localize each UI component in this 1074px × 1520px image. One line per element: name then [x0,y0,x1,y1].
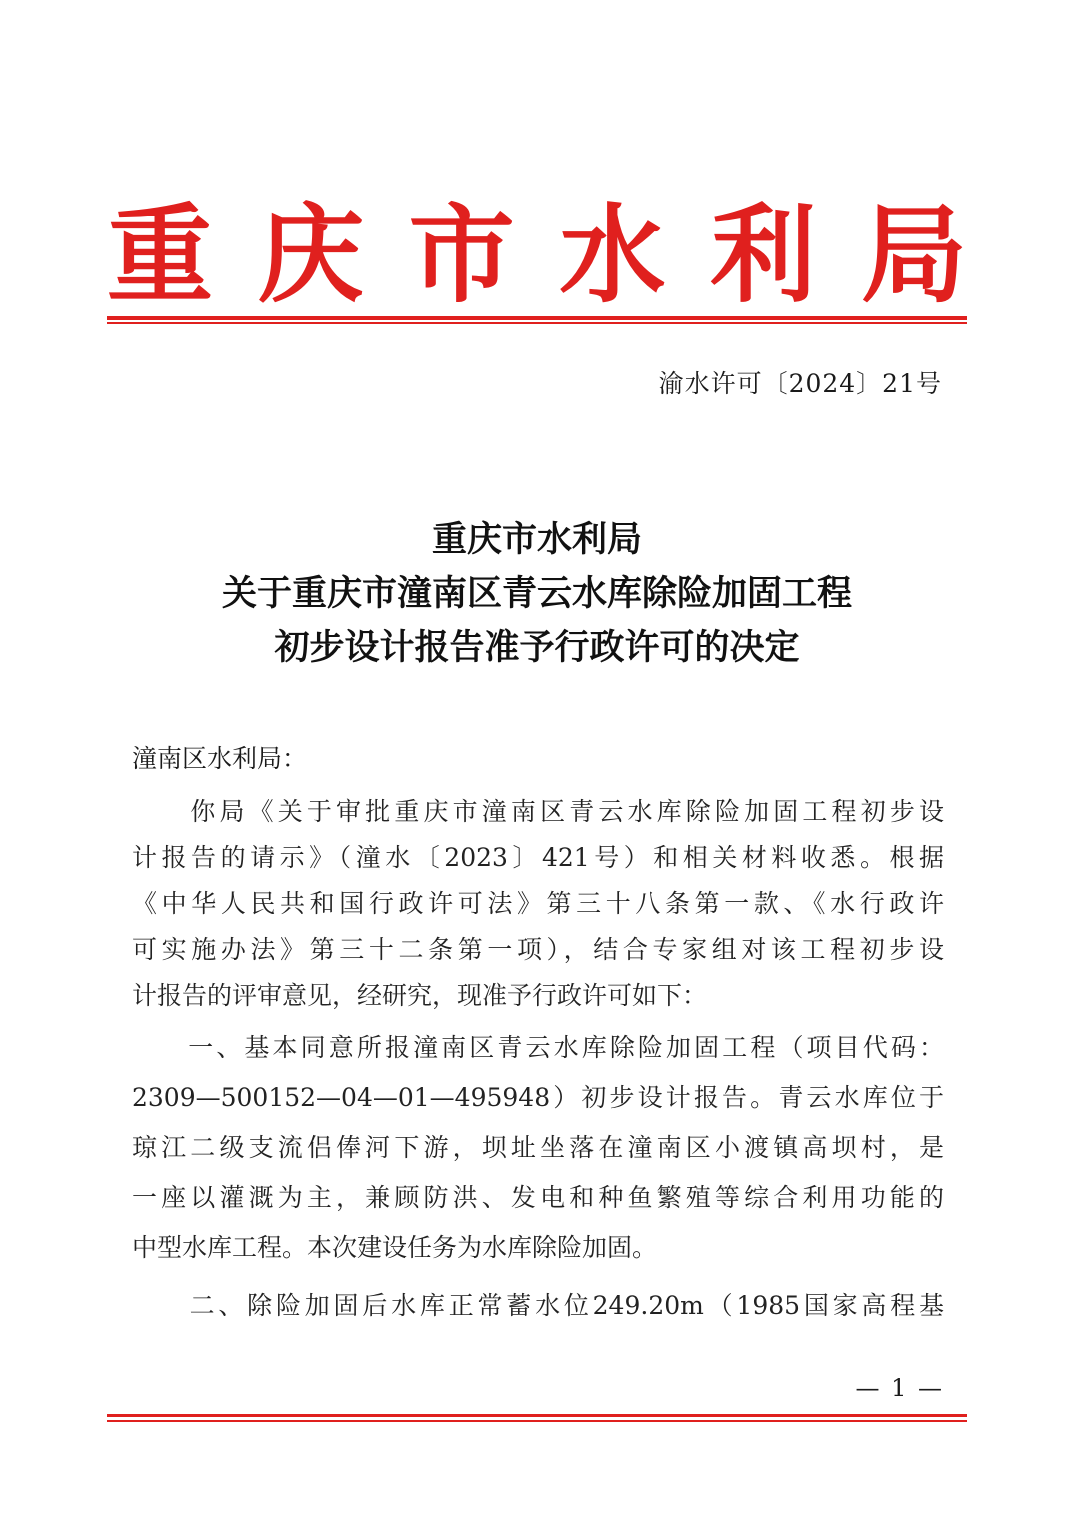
body-text [132,789,944,1329]
masthead-char: 重 [107,191,213,317]
document-title-line: 关于重庆市潼南区青云水库除险加固工程 [221,573,852,614]
salutation: 潼南区水利局： [132,744,308,773]
body-line: 一座以灌溉为主，兼顾防洪、发电和种鱼繁殖等综合利用功能的 [132,1183,944,1212]
body-line: 中型水库工程。本次建设任务为水库除险加固。 [132,1233,658,1262]
masthead-char: 利 [710,191,817,317]
page-number: — 1 — [855,1374,944,1402]
masthead-char: 水 [559,191,666,317]
masthead-char: 庆 [257,191,364,317]
body-line: 《中华人民共和国行政许可法》第三十八条第一款、《水行政许 [132,889,944,918]
masthead-red-rule [107,316,967,320]
masthead-char: 局 [860,191,967,317]
body-line: 一、基本同意所报潼南区青云水库除险加固工程（项目代码： [132,1033,944,1062]
body-line: 可实施办法》第三十二条第一项），结合专家组对该工程初步设 [132,935,944,964]
masthead-title [107,192,967,317]
body-line: 计报告的评审意见，经研究，现准予行政许可如下： [132,981,708,1010]
masthead-char: 市 [408,191,515,317]
footer-red-rule-thin [107,1420,967,1422]
footer-red-rule [107,1414,967,1417]
body-line: 你局《关于审批重庆市潼南区青云水库除险加固工程初步设 [132,797,944,826]
body-line: 2309—500152—04—01—495948）初步设计报告。青云水库位于 [132,1083,944,1112]
body-line: 二、除险加固后水库正常蓄水位249.20m（1985国家高程基 [132,1291,944,1320]
masthead-red-rule-thin [107,322,967,324]
document-number: 渝水许可〔2024〕21号 [658,369,942,398]
body-line: 琼江二级支流侣俸河下游，坝址坐落在潼南区小渡镇高坝村，是 [132,1133,944,1162]
document-title-line: 初步设计报告准予行政许可的决定 [274,627,800,668]
document-title-line: 重庆市水利局 [431,519,642,560]
body-line: 计报告的请示》（潼水〔2023〕421号）和相关材料收悉。根据 [132,843,944,872]
